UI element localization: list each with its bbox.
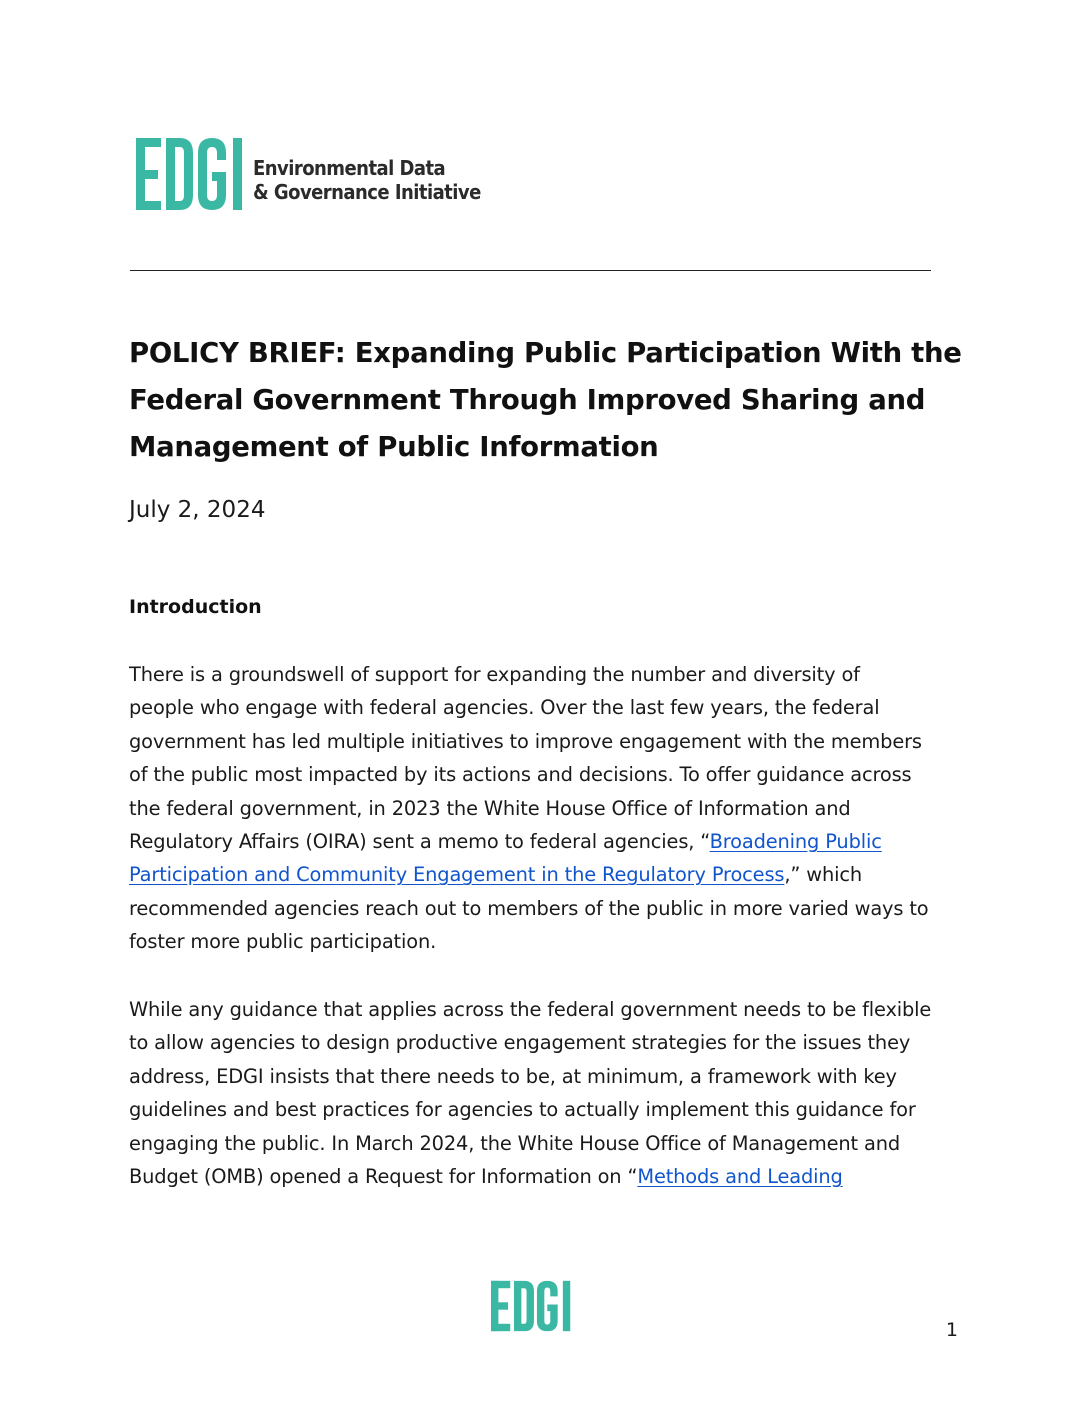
paragraph-line: engaging the public. In March 2024, the White House Office of Management and	[129, 1131, 900, 1155]
paragraph-line: There is a groundswell of support for expanding the number and diversity of	[129, 663, 860, 686]
oira-memo-link[interactable]: Broadening Public	[709, 830, 882, 854]
edgi-logo	[136, 136, 506, 212]
paragraph-line: the federal government, in 2023 the White House Office of Information and	[129, 796, 851, 820]
paragraph-line: people who engage with federal agencies. Over the last few years, the federal	[129, 696, 880, 720]
paragraph-text: ,” which	[784, 863, 863, 887]
paragraph-line: of the public most impacted by its actions and decisions. To offer guidance across	[129, 763, 912, 787]
paragraph-line	[129, 1160, 969, 1193]
document-title	[129, 330, 989, 471]
paragraph-line: to allow agencies to design productive engagement strategies for the issues they	[129, 1031, 911, 1055]
title-line: POLICY BRIEF: Expanding Public Participation With the	[129, 337, 962, 369]
intro-paragraph-2	[129, 993, 969, 1193]
paragraph-line	[129, 858, 969, 891]
paragraph-text: Regulatory Affairs (OIRA) sent a memo to federal agencies, “	[129, 830, 710, 854]
intro-paragraph-1	[129, 658, 969, 959]
paragraph-line: address, EDGI insists that there needs to be, at minimum, a framework with key	[129, 1064, 897, 1088]
paragraph-line: foster more public participation.	[129, 930, 437, 954]
title-line: Management of Public Information	[129, 431, 659, 463]
edgi-footer-logo	[491, 1280, 571, 1332]
logo-wordmark-line1: Environmental Data	[253, 156, 446, 180]
page-number: 1	[945, 1319, 958, 1341]
paragraph-text: Budget (OMB) opened a Request for Information on “	[129, 1165, 638, 1189]
title-line: Federal Government Through Improved Sharing and	[129, 384, 926, 416]
paragraph-line: guidelines and best practices for agencies to actually implement this guidance for	[129, 1098, 916, 1122]
paragraph-line: government has led multiple initiatives to improve engagement with the members	[129, 729, 922, 753]
edgi-logo-mark	[136, 136, 244, 212]
omb-rfi-link[interactable]: Methods and Leading	[637, 1165, 843, 1189]
paragraph-line	[129, 825, 969, 858]
section-heading-introduction: Introduction	[129, 596, 262, 618]
logo-wordmark-line2: & Governance Initiative	[253, 180, 481, 204]
oira-memo-link-continued[interactable]: Participation and Community Engagement in the Regulatory Process	[129, 863, 785, 887]
header-divider	[130, 270, 931, 271]
paragraph-line: recommended agencies reach out to members of the public in more varied ways to	[129, 896, 929, 920]
paragraph-line: While any guidance that applies across the federal government needs to be flexible	[129, 998, 932, 1021]
document-date: July 2, 2024	[129, 497, 266, 523]
logo-wordmark	[253, 144, 481, 204]
